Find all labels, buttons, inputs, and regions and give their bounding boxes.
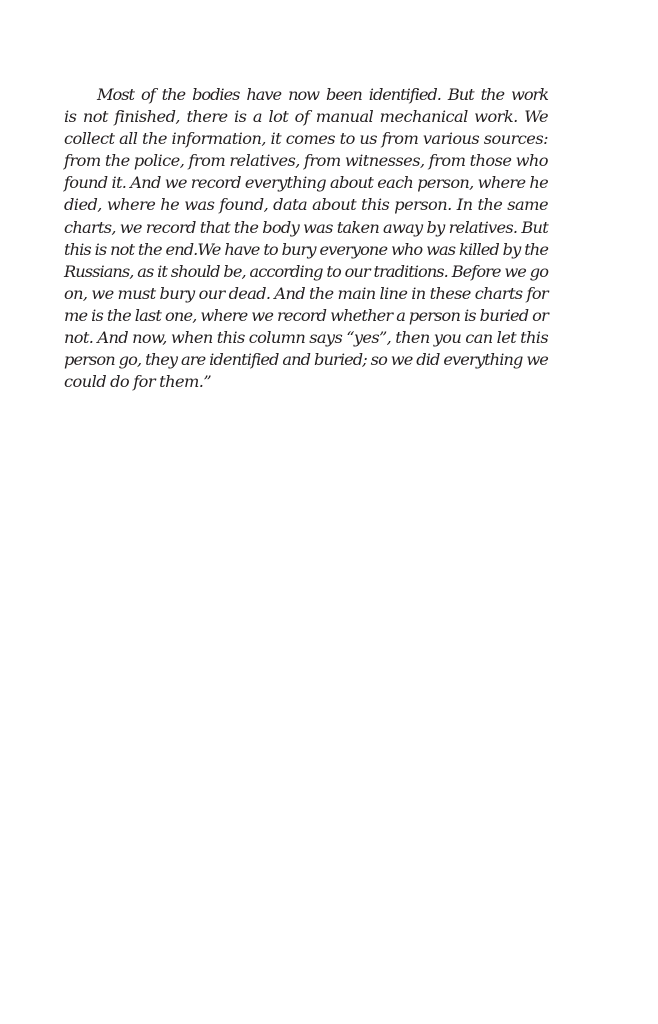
paragraph-line: is not finished, there is a lot of manual mechanical work. We (64, 107, 548, 127)
paragraph-line: Most of the bodies have now been identified. But the work (97, 85, 548, 104)
paragraph-line: found it. And we record everything about each person, where he (64, 173, 548, 193)
paragraph-line: on, we must bury our dead. And the main line in these charts for (64, 283, 548, 303)
paragraph-line: person go, they are identified and buried; so we did everything we (64, 350, 548, 370)
paragraph-line: could do for them.” (64, 372, 212, 392)
paragraph-line: collect all the information, it comes to us from various sources: (64, 129, 548, 149)
paragraph-line: this is not the end.We have to bury everyone who was killed by the (64, 239, 548, 259)
paragraph-line: died, where he was found, data about this person. In the same (64, 195, 548, 215)
paragraph-line: charts, we record that the body was taken away by relatives. But (64, 217, 548, 237)
paragraph-line: not. And now, when this column says “yes”, then you can let this (64, 328, 548, 348)
paragraph-line: Russians, as it should be, according to our traditions. Before we go (64, 261, 548, 281)
paragraph-line: me is the last one, where we record whether a person is buried or (64, 305, 548, 325)
quote-paragraph (64, 84, 548, 393)
paragraph-line: from the police, from relatives, from witnesses, from those who (64, 151, 548, 171)
